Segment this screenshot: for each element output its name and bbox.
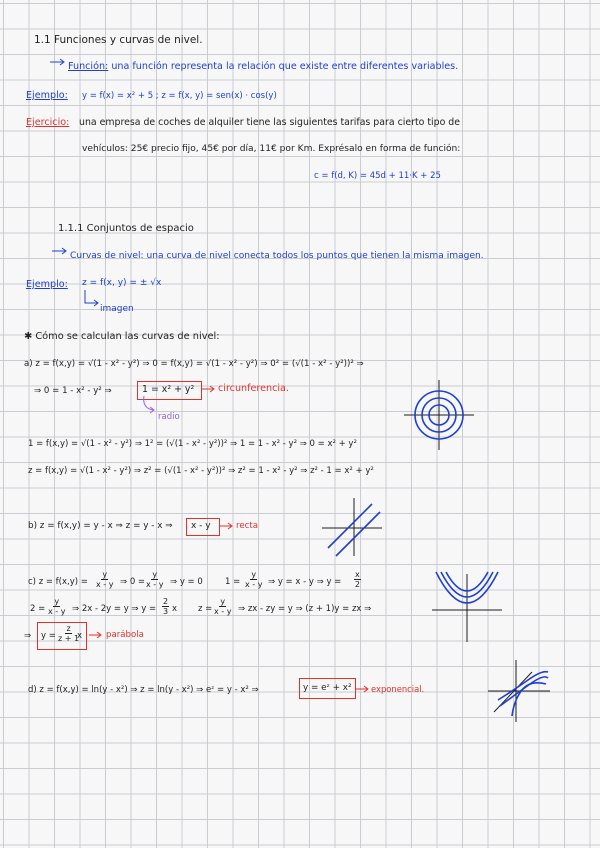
arrow-icon [50, 58, 66, 66]
arrow-icon [89, 631, 103, 639]
c-line-1-d: 1 = [225, 577, 241, 587]
c-fraction: $\frac{z}{z + 1}$ [58, 624, 80, 643]
funcion-text: una función representa la relación que existe entre diferentes variables. [111, 61, 459, 72]
c-line-1-e: ⇒ y = x - y ⇒ y = [268, 577, 342, 587]
imagen-label: imagen [100, 304, 134, 314]
b-boxed-formula: x - y [191, 521, 211, 531]
ejemplo-2-formula: z = f(x, y) = ± √x [82, 278, 162, 288]
arrow-icon [52, 247, 68, 255]
arrow-icon [202, 385, 216, 393]
ejercicio-label: Ejercicio: [26, 117, 70, 128]
c-fraction: $\frac{y}{x - y}$ [96, 570, 114, 589]
radio-label: radio [158, 412, 180, 422]
c-fraction: $\frac{y}{x - y}$ [48, 597, 66, 616]
c-boxed-post: x [77, 631, 83, 641]
c-line-1-c: ⇒ y = 0 [170, 577, 203, 587]
c-fraction: $\frac{x}{2}$ [354, 570, 360, 589]
funcion-label: Función: [68, 61, 109, 72]
section-title: 1.1 Funciones y curvas de nivel. [34, 34, 203, 46]
c-fraction: $\frac{y}{x - y}$ [146, 570, 164, 589]
arrow-icon [356, 685, 370, 693]
funcion-definition [68, 61, 458, 73]
b-result-label: recta [236, 521, 258, 531]
c-result-label: parábola [106, 630, 144, 640]
d-boxed-formula: y = eᶻ + x² [303, 683, 352, 693]
b-line: b) z = f(x,y) = y - x ⇒ z = y - x ⇒ [28, 521, 173, 531]
ejemplo-formula: y = f(x) = x² + 5 ; z = f(x, y) = sen(x) · cos(y) [82, 91, 277, 101]
a-line-1: a) z = f(x,y) = √(1 - x² - y²) ⇒ 0 = f(x,y) = √(1 - x² - y²) ⇒ 0² = (√(1 - x² - y²))² ⇒ [24, 359, 364, 369]
c-line-2-b: ⇒ 2x - 2y = y ⇒ y = [72, 604, 157, 614]
c-fraction: $\frac{2}{3}$ [163, 597, 169, 616]
c-line-1-b: ⇒ 0 = [120, 577, 146, 587]
lines-sketch [322, 498, 382, 558]
curvas-text: una curva de nivel conecta todos los puntos que tienen la misma imagen. [146, 251, 484, 261]
c-line-2-d: z = [198, 604, 213, 614]
parabolas-sketch [432, 570, 502, 642]
c-line-2-a: 2 = [30, 604, 46, 614]
c-boxed-pre: y = [41, 631, 56, 641]
ejercicio-line-2: vehículos: 25€ precio fijo, 45€ por día, 11€ por Km. Exprésalo en forma de función: [82, 144, 461, 154]
a-line-3: 1 = f(x,y) = √(1 - x² - y²) ⇒ 1² = (√(1 - x² - y²))² ⇒ 1 = 1 - x² - y² ⇒ 0 = x² + y² [28, 439, 357, 449]
ejemplo-2-label: Ejemplo: [26, 279, 68, 290]
como-se-calculan: ✱ Cómo se calculan las curvas de nivel: [24, 331, 220, 342]
curvas-definition [70, 250, 484, 262]
c-fraction: $\frac{y}{x - y}$ [214, 597, 232, 616]
arrow-icon [220, 522, 234, 530]
subsection-title: 1.1.1 Conjuntos de espacio [58, 223, 194, 234]
ejercicio-line-1: una empresa de coches de alquiler tiene las siguientes tarifas para cierto tipo de [79, 117, 461, 128]
a-line-2: ⇒ 0 = 1 - x² - y² ⇒ [34, 386, 112, 396]
exponential-sketch [488, 660, 550, 722]
c-fraction: $\frac{y}{x - y}$ [245, 570, 263, 589]
circles-sketch [404, 380, 474, 450]
ejemplo-label: Ejemplo: [26, 90, 68, 101]
ejercicio-formula: c = f(d, K) = 45d + 11·K + 25 [314, 171, 441, 181]
c-line-1-a: c) z = f(x,y) = [28, 577, 88, 587]
radio-arrow-icon [141, 396, 157, 416]
a-line-4: z = f(x,y) = √(1 - x² - y²) ⇒ z² = (√(1 - x² - y²))² ⇒ z² = 1 - x² - y² ⇒ z² - 1 = x² + y² [28, 466, 374, 476]
a-result-label: circunferencia. [218, 383, 289, 394]
c-line-2-e: ⇒ zx - zy = y ⇒ (z + 1)y = zx ⇒ [238, 604, 372, 614]
curvas-label: Curvas de nivel: [70, 251, 144, 261]
arrow-icon [84, 290, 100, 310]
d-line: d) z = f(x,y) = ln(y - x²) ⇒ z = ln(y - x²) ⇒ eᶻ = y - x² ⇒ [28, 685, 259, 695]
d-result-label: exponencial. [371, 684, 425, 694]
c-line-2-c: x [172, 604, 178, 614]
a-boxed-formula: 1 = x² + y² [142, 384, 195, 395]
c-line-3-arrow: ⇒ [24, 631, 32, 641]
